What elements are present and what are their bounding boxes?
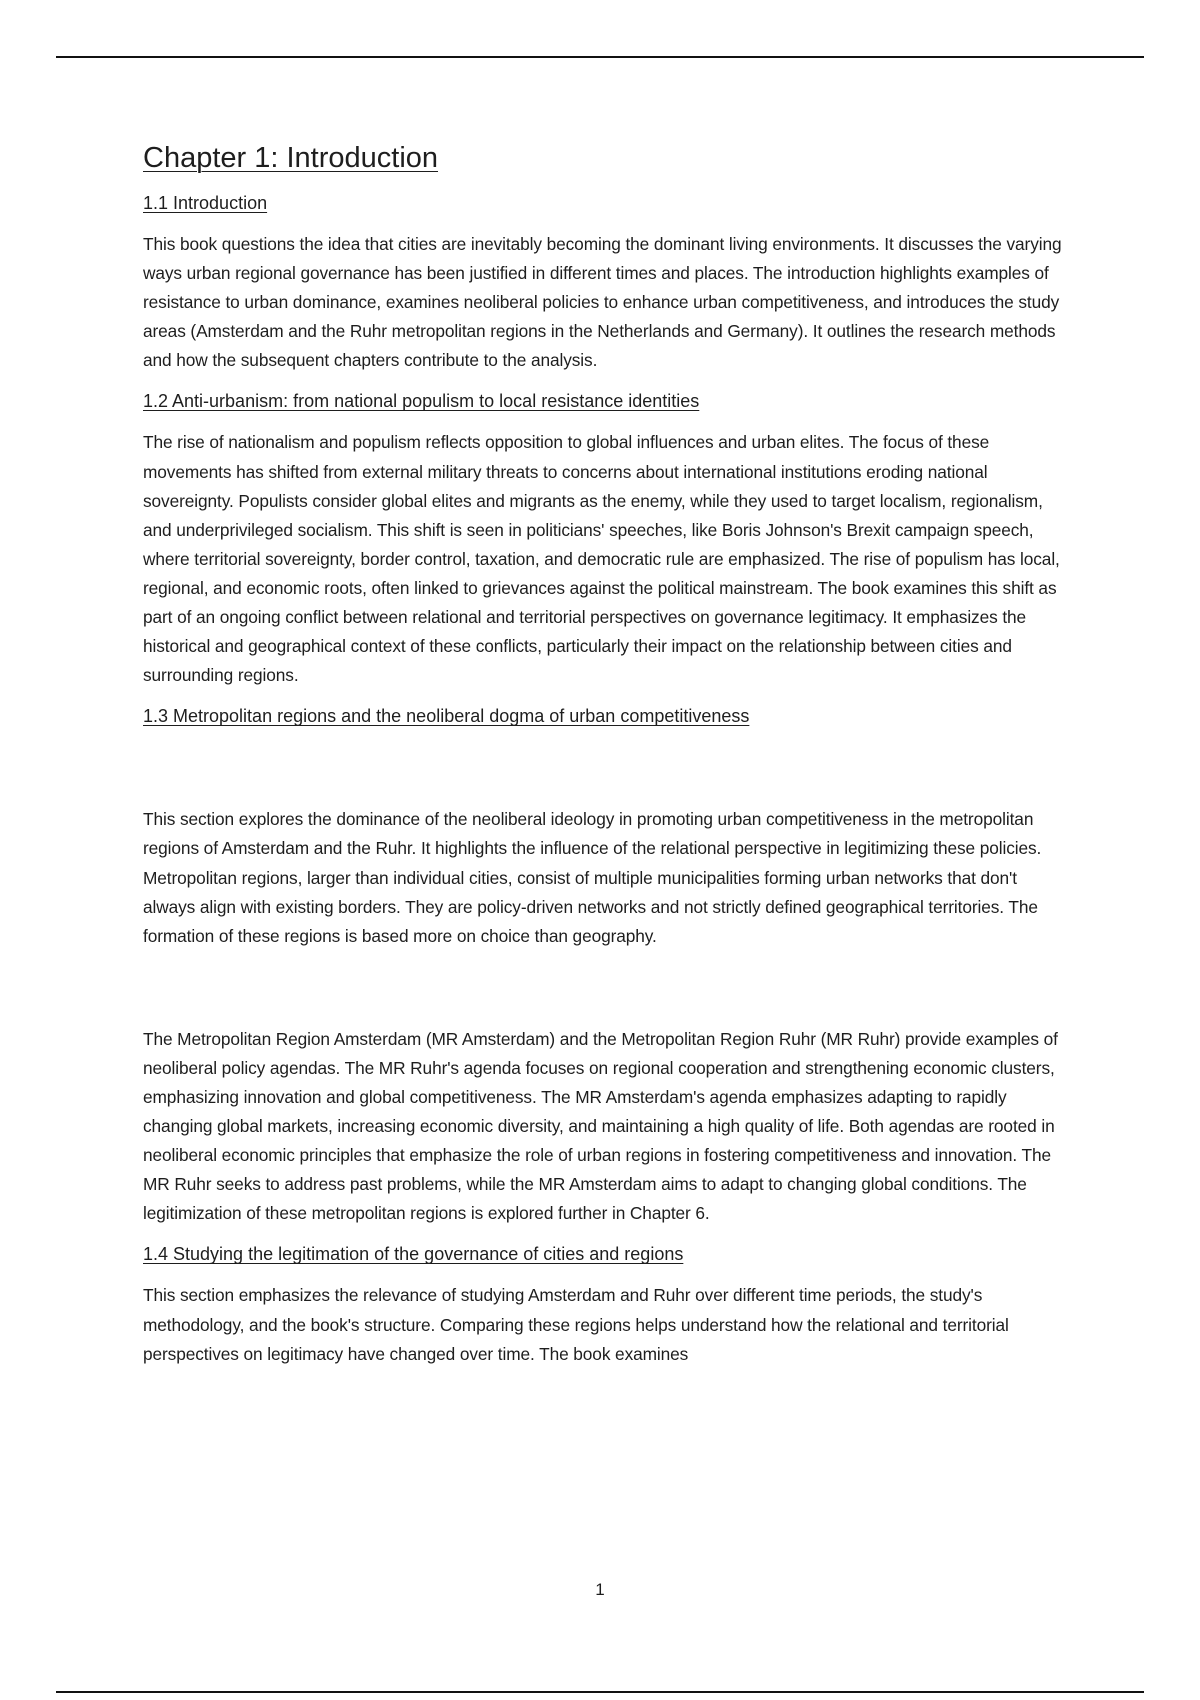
paragraph: The rise of nationalism and populism reflects opposition to global influences and urban elites. The focus of these movements has shifted from external military threats to concerns about international institutions eroding national sovereignty. Populists consider global elites and migrants as the enemy, while they used to target localism, regionalism, and underprivileged socialism. This shift is seen in politicians' speeches, like Boris Johnson's Brexit campaign speech, where territorial sovereignty, border control, taxation, and democratic rule are emphasized. The rise of populism has local, regional, and economic roots, often linked to grievances against the political mainstream. The book examines this shift as part of an ongoing conflict between relational and territorial perspectives on governance legitimacy. It emphasizes the historical and geographical context of these conflicts, particularly their impact on the relationship between cities and surrounding regions. [143, 432, 1060, 686]
section-heading-1-3: 1.3 Metropolitan regions and the neoliberal dogma of urban competitiveness [143, 706, 750, 727]
header-rule [56, 56, 1144, 58]
blank-line [143, 963, 1073, 1025]
blank-line [143, 743, 1073, 805]
page-number: 1 [595, 1580, 605, 1599]
paragraph: This section explores the dominance of the neoliberal ideology in promoting urban competitiveness in the metropolitan regions of Amsterdam and the Ruhr. It highlights the influence of the relational perspective in legitimizing these policies. Metropolitan regions, larger than individual cities, consist of multiple municipalities forming urban networks that don't always align with existing borders. They are policy-driven networks and not strictly defined geographical territories. The formation of these regions is based more on choice than geography. [143, 809, 1042, 946]
paragraph: This section emphasizes the relevance of studying Amsterdam and Ruhr over different time periods, the study's methodology, and the book's structure. Comparing these regions helps understand how the relational and territorial perspectives on legitimacy have changed over time. The book examines [143, 1285, 1009, 1364]
paragraph: The Metropolitan Region Amsterdam (MR Amsterdam) and the Metropolitan Region Ruhr (MR Ruhr) provide examples of neoliberal policy agendas. The MR Ruhr's agenda focuses on regional cooperation and strengthening economic clusters, emphasizing innovation and global competitiveness. The MR Amsterdam's agenda emphasizes adapting to rapidly changing global markets, increasing economic diversity, and maintaining a high quality of life. Both agendas are rooted in neoliberal economic principles that emphasize the role of urban regions in fostering competitiveness and innovation. The MR Ruhr seeks to address past problems, while the MR Amsterdam aims to adapt to changing global conditions. The legitimization of these metropolitan regions is explored further in Chapter 6. [143, 1028, 1058, 1224]
section-heading-1-1: 1.1 Introduction [143, 193, 268, 213]
page-content [143, 138, 1073, 1381]
footer-rule [56, 1691, 1144, 1693]
paragraph: This book questions the idea that cities are inevitably becoming the dominant living environments. It discusses the varying ways urban regional governance has been justified in different times and places. The introduction highlights examples of resistance to urban dominance, examines neoliberal policies to enhance urban competitiveness, and introduces the study areas (Amsterdam and the Ruhr metropolitan regions in the Netherlands and Germany). It outlines the research methods and how the subsequent chapters contribute to the analysis. [143, 234, 1062, 371]
section-heading-1-4: 1.4 Studying the legitimation of the governance of cities and regions [143, 1244, 684, 1265]
section-heading-1-2: 1.2 Anti-urbanism: from national populism to local resistance identities [143, 391, 700, 412]
chapter-title: Chapter 1: Introduction [143, 142, 439, 174]
